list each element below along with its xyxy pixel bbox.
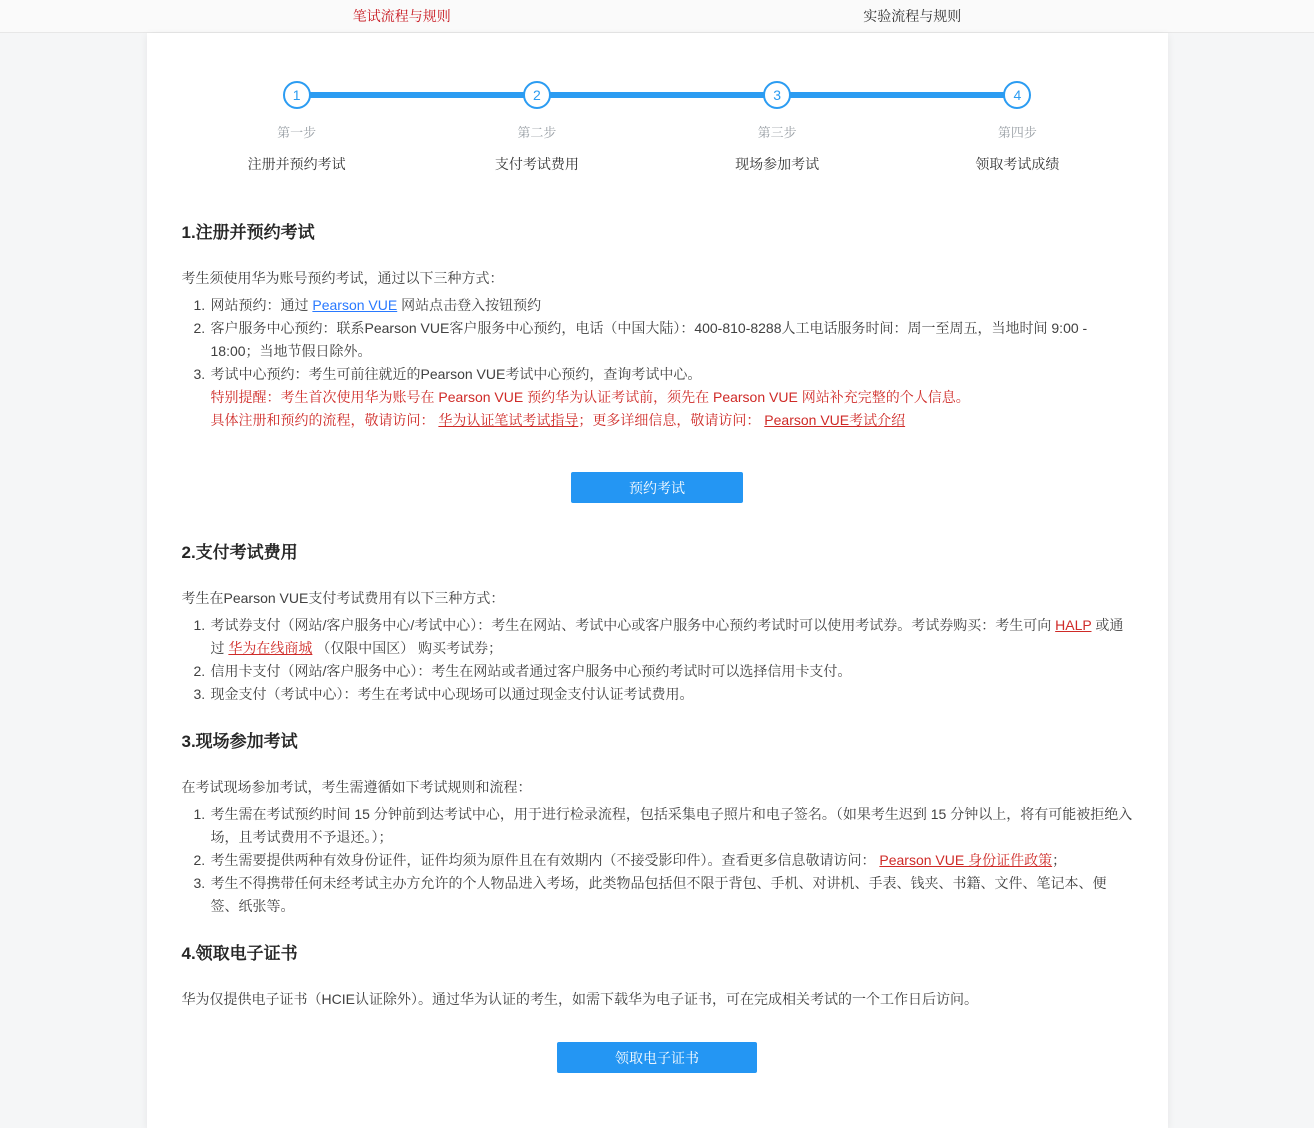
step-3-label: 第三步 [757,125,797,140]
list-item-text: 考生需要提供两种有效身份证件，证件均须为原件且在有效期内（不接受影印件）。查看更多信息敬请访问： [210,852,880,868]
list-item [194,872,1133,918]
list-item-number: 1. [193,806,206,822]
step-4-label: 第四步 [997,125,1037,140]
section-2-heading: 2.支付考试费用 [181,543,298,562]
list-item [194,614,1133,660]
list-item [194,803,1133,849]
book-exam-button[interactable]: 预约考试 [571,472,743,503]
section-register-and-book [182,223,1133,503]
list-item-text: 客户服务中心预约：联系Pearson VUE客户服务中心预约，电话（中国大陆）：400-810-8288人工电话服务时间：周一至周五，当地时间 9:00 - 18:00；当地节假日除外。 [210,320,1088,359]
step-3-circle: 3 [763,81,791,109]
section-3-list [194,803,1133,918]
list-item [194,363,1133,386]
section-1-intro: 考生须使用华为账号预约考试，通过以下三种方式： [181,270,504,286]
list-item-number: 3. [193,875,206,891]
list-item [194,683,1133,706]
get-e-certificate-button[interactable]: 领取电子证书 [557,1042,757,1073]
step-2-name: 支付考试费用 [494,156,579,172]
list-item-text: 考试券支付（网站/客户服务中心/考试中心）：考生在网站、考试中心或客户服务中心预约考试时可以使用考试券。考试券购买：考生可向 [210,617,1056,633]
section-1-heading: 1.注册并预约考试 [181,223,315,242]
list-item-text: 考生需在考试预约时间 15 分钟前到达考试中心，用于进行检录流程，包括采集电子照片和电子签名。（如果考生迟到 15 分钟以上，将有可能被拒绝入场，且考试费用不予退还。）； [210,806,1133,845]
id-policy-link[interactable]: Pearson VUE 身份证件政策 [879,852,1053,868]
list-item-text: 信用卡支付（网站/客户服务中心）：考生在网站或者通过客户服务中心预约考试时可以选择信用卡支付。 [210,663,852,679]
tab-written-exam-rules[interactable]: 笔试流程与规则 [352,8,451,24]
top-tab-bar [0,0,1314,33]
section-3-intro: 在考试现场参加考试，考生需遵循如下考试规则和流程： [181,779,532,795]
section-pay-exam-fee [182,543,1133,706]
tabs-container [147,0,1168,32]
step-3-name: 现场参加考试 [735,156,820,172]
pearson-vue-link[interactable]: Pearson VUE [312,297,398,313]
section-4-heading: 4.领取电子证书 [181,944,298,963]
exam-steps-stepper [177,33,1138,174]
list-item-text: 现金支付（考试中心）：考生在考试中心现场可以通过现金支付认证考试费用。 [210,686,694,702]
list-item-number: 2. [193,320,206,336]
list-item [194,849,1133,872]
special-reminder-note: 特别提醒：考生首次使用华为账号在 Pearson VUE 预约华为认证考试前，须先在 Pearson VUE 网站补充完整的个人信息。 [210,389,970,405]
section-1-list [194,294,1133,386]
list-item-number: 2. [193,852,206,868]
list-item-text: 网站点击登入按钮预约 [397,297,542,313]
note-text: 具体注册和预约的流程，敬请访问： [210,412,439,428]
step-1-label: 第一步 [277,125,317,140]
halp-link[interactable]: HALP [1055,617,1092,633]
list-item [194,660,1133,683]
pearson-vue-exam-intro-link[interactable]: Pearson VUE考试介绍 [764,412,906,428]
list-item-text: （仅限中国区） 购买考试券； [312,640,503,656]
list-item-number: 2. [193,663,206,679]
step-2-label: 第二步 [517,125,557,140]
list-item-text: 网站预约：通过 [210,297,313,313]
section-4-intro: 华为仅提供电子证书（HCIE认证除外）。通过华为认证的考生，如需下载华为电子证书，可在完成相关考试的一个工作日后访问。 [181,991,978,1007]
section-get-certificate [182,944,1133,1073]
content-card [147,33,1168,1128]
tab-lab-exam-rules[interactable]: 实验流程与规则 [863,8,962,24]
huawei-online-store-link[interactable]: 华为在线商城 [228,640,313,656]
list-item [194,294,1133,317]
section-2-intro: 考生在Pearson VUE支付考试费用有以下三种方式： [181,590,505,606]
list-item-text: 或通过 [210,617,1124,656]
step-1-circle: 1 [283,81,311,109]
list-item-number: 1. [193,617,206,633]
stepper-connector-line [297,92,1018,98]
step-4-circle: 4 [1003,81,1031,109]
section-attend-exam [182,732,1133,918]
list-item-number: 3. [193,686,206,702]
list-item-number: 1. [193,297,206,313]
registration-guide-note [211,409,1133,432]
section-2-list [194,614,1133,706]
list-item-text: ； [1052,852,1067,868]
list-item-text: 考生不得携带任何未经考试主办方允许的个人物品进入考场，此类物品包括但不限于背包、手机、对讲机、手表、钱夹、书籍、文件、笔记本、便签、纸张等。 [210,875,1107,914]
step-2-circle: 2 [523,81,551,109]
list-item [194,317,1133,363]
section-3-heading: 3.现场参加考试 [181,732,298,751]
step-4-name: 领取考试成绩 [975,156,1060,172]
list-item-text: 考试中心预约：考生可前往就近的Pearson VUE考试中心预约，查询考试中心。 [210,366,702,382]
note-text: ；更多详细信息，敬请访问： [578,412,765,428]
written-exam-guide-link[interactable]: 华为认证笔试考试指导 [438,412,579,428]
step-1-name: 注册并预约考试 [247,156,346,172]
list-item-number: 3. [193,366,206,382]
